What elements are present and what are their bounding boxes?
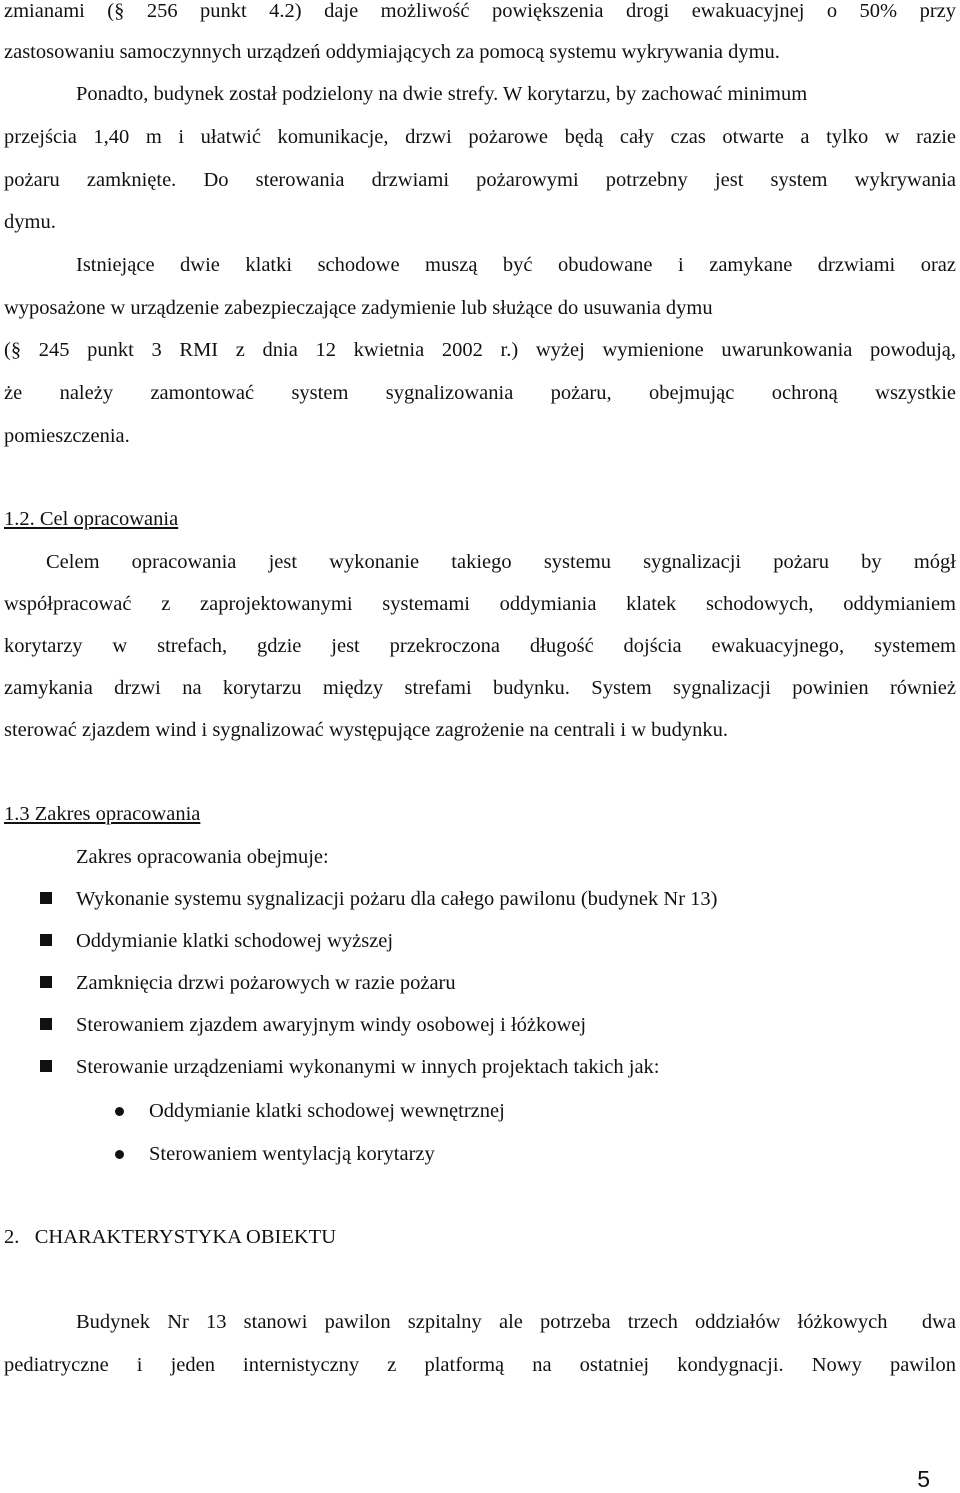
paragraph-line: przejścia 1,40 m i ułatwić komunikacje, drzwi pożarowe będą cały czas otwarte a tylko w razie: [4, 126, 956, 148]
paragraph-line: pożaru zamknięte. Do sterowania drzwiami pożarowymi potrzebny jest system wykrywania: [4, 169, 956, 191]
paragraph-line: korytarzy w strefach, gdzie jest przekroczona długość dojścia ewakuacyjnego, systemem: [4, 635, 956, 657]
paragraph-line: (§ 245 punkt 3 RMI z dnia 12 kwietnia 2002 r.) wyżej wymienione uwarunkowania powodują,: [4, 339, 956, 361]
square-bullet-icon: [40, 976, 52, 988]
paragraph-line: pediatryczne i jeden internistyczny z platformą na ostatniej kondygnacji. Nowy pawilon: [4, 1354, 956, 1376]
paragraph-line: Ponadto, budynek został podzielony na dwie strefy. W korytarzu, by zachować minimum: [76, 83, 808, 105]
paragraph-line: współpracować z zaprojektowanymi systemami oddymiania klatek schodowych, oddymianiem: [4, 593, 956, 615]
paragraph-line: sterować zjazdem wind i sygnalizować występujące zagrożenie na centrali i w budynku.: [4, 719, 729, 741]
list-item: Wykonanie systemu sygnalizacji pożaru dla całego pawilonu (budynek Nr 13): [76, 888, 718, 910]
page-number: 5: [917, 1466, 930, 1492]
square-bullet-icon: [40, 934, 52, 946]
paragraph-line: zmianami (§ 256 punkt 4.2) daje możliwość powiększenia drogi ewakuacyjnej o 50% przy: [4, 0, 956, 22]
round-bullet-icon: [115, 1150, 124, 1159]
paragraph-line: że należy zamontować system sygnalizowania pożaru, obejmując ochroną wszystkie: [4, 382, 956, 404]
sub-list-item: Oddymianie klatki schodowej wewnętrznej: [149, 1100, 505, 1122]
list-item: Sterowaniem zjazdem awaryjnym windy osobowej i łóżkowej: [76, 1014, 587, 1036]
list-item: Zamknięcia drzwi pożarowych w razie pożaru: [76, 972, 456, 994]
paragraph-line: Istniejące dwie klatki schodowe muszą być obudowane i zamykane drzwiami oraz: [76, 254, 956, 276]
list-intro: Zakres opracowania obejmuje:: [76, 846, 329, 868]
paragraph-line: Budynek Nr 13 stanowi pawilon szpitalny ale potrzeba trzech oddziałów łóżkowych dwa: [76, 1311, 956, 1333]
list-item: Oddymianie klatki schodowej wyższej: [76, 930, 394, 952]
paragraph-line: Celem opracowania jest wykonanie takiego systemu sygnalizacji pożaru by mógł: [46, 551, 956, 573]
paragraph-line: dymu.: [4, 211, 56, 233]
list-item: Sterowanie urządzeniami wykonanymi w innych projektach takich jak:: [76, 1056, 660, 1078]
paragraph-line: zastosowaniu samoczynnych urządzeń oddymiających za pomocą systemu wykrywania dymu.: [4, 41, 780, 63]
square-bullet-icon: [40, 1018, 52, 1030]
paragraph-line: wyposażone w urządzenie zabezpieczające zadymienie lub służące do usuwania dymu: [4, 297, 713, 319]
section-heading: 1.2. Cel opracowania: [4, 508, 179, 530]
round-bullet-icon: [115, 1107, 124, 1116]
square-bullet-icon: [40, 1060, 52, 1072]
sub-list-item: Sterowaniem wentylacją korytarzy: [149, 1143, 435, 1165]
square-bullet-icon: [40, 892, 52, 904]
section-heading: 1.3 Zakres opracowania: [4, 803, 201, 825]
paragraph-line: pomieszczenia.: [4, 425, 130, 447]
paragraph-line: zamykania drzwi na korytarzu między strefami budynku. System sygnalizacji powinien również: [4, 677, 956, 699]
section-heading: 2. CHARAKTERYSTYKA OBIEKTU: [4, 1226, 336, 1248]
